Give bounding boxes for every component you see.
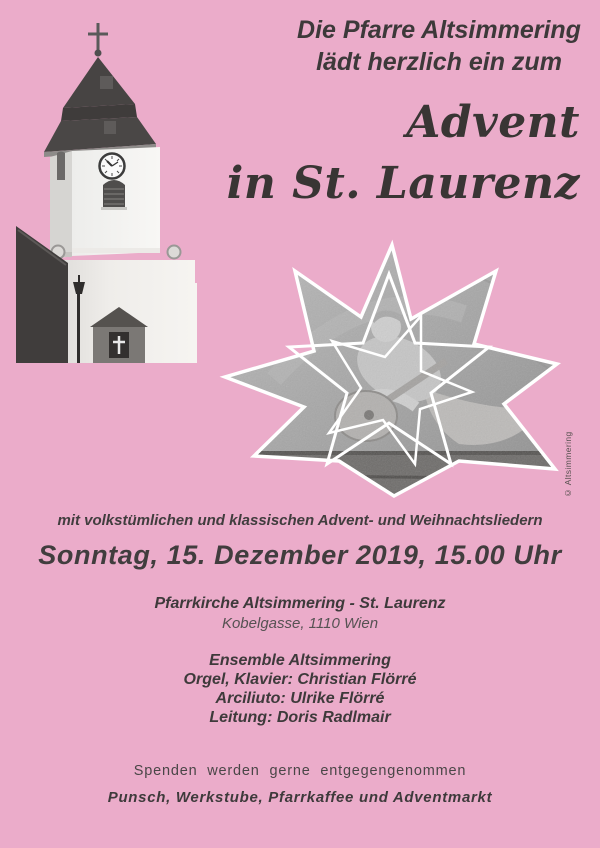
donation-note: Spenden werden gerne entgegengenommen (133, 763, 467, 779)
subtitle: mit volkstümlichen und klassischen Advent- und Weihnachtsliedern (57, 512, 543, 529)
invitation-line-1: Die Pfarre Altsimmering (297, 16, 581, 44)
photo-credit: © Altsimmering (563, 431, 573, 498)
church-tower-photo (16, 20, 197, 363)
title-line-1: Advent (406, 97, 580, 148)
tower-shutter-window (101, 180, 127, 210)
church-spire (63, 57, 135, 108)
performer-organ: Orgel, Klavier: Christian Flörré (183, 671, 417, 688)
performers-list (0, 651, 600, 727)
poster-title (227, 92, 580, 214)
spire-cross-icon (88, 23, 108, 50)
side-window (57, 152, 65, 181)
event-datetime: Sonntag, 15. Dezember 2019, 15.00 Uhr (38, 540, 562, 570)
roof-louver-upper (100, 76, 113, 89)
invitation-line-2: lädt herzlich ein zum (316, 48, 562, 76)
spire-ball (95, 50, 102, 57)
invitation-text (288, 14, 590, 78)
venue-address: Kobelgasse, 1110 Wien (221, 615, 379, 632)
clock-icon (100, 154, 125, 179)
performer-ensemble: Ensemble Altsimmering (209, 652, 391, 669)
venue-name: Pfarrkirche Altsimmering - St. Laurenz (154, 595, 446, 612)
performer-archlute: Arciliuto: Ulrike Flörré (215, 690, 385, 707)
extras-line: Punsch, Werkstube, Pfarrkaffee und Adventmarkt (107, 789, 493, 806)
tower-cornice (72, 248, 160, 253)
volute-right (168, 246, 181, 259)
title-line-2: in St. Laurenz (226, 158, 580, 209)
performer-conductor: Leitung: Doris Radlmair (209, 709, 391, 726)
advent-star-photo (214, 239, 576, 505)
roof-louver-lower (104, 121, 116, 134)
